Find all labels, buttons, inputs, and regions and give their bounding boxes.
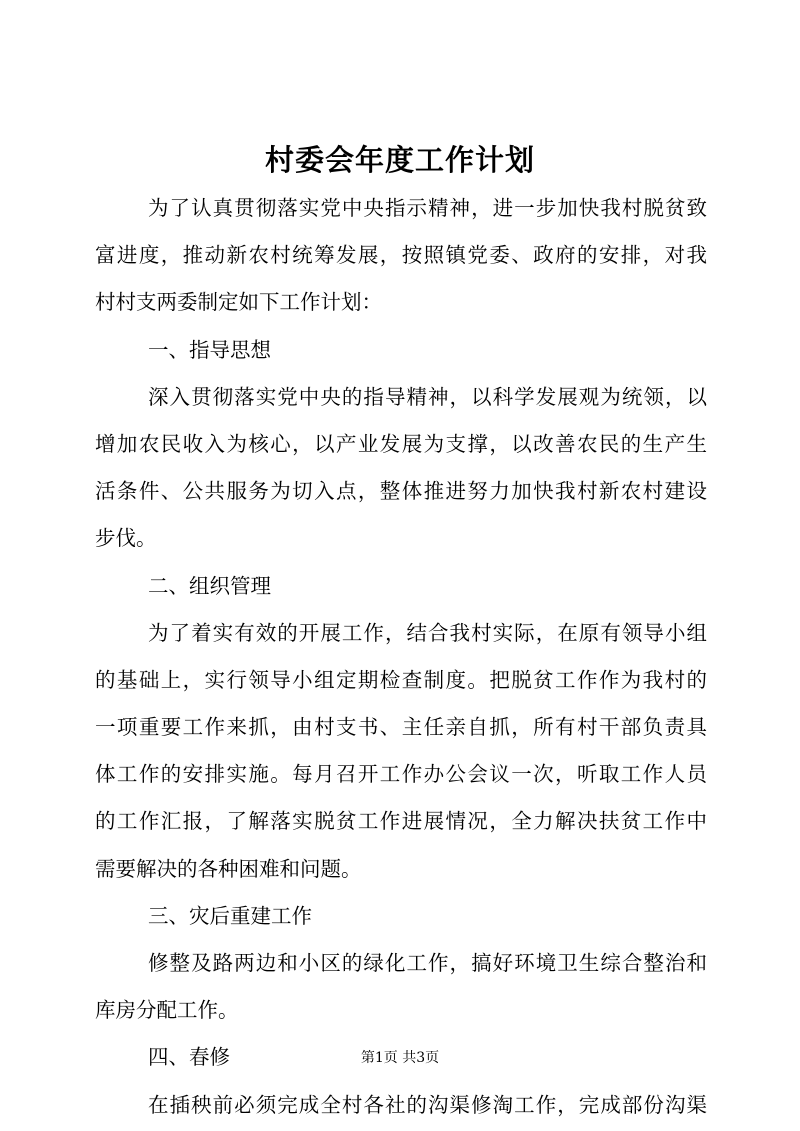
paragraph-line: 在插秧前必须完成全村各社的沟渠修淘工作，完成部份沟渠 bbox=[148, 1092, 707, 1117]
paragraph-line: 需要解决的各种困难和问题。 bbox=[95, 856, 362, 881]
section-heading: 一、指导思想 bbox=[148, 337, 271, 362]
section-heading: 四、春修 bbox=[148, 1045, 230, 1070]
paragraph-line: 步伐。 bbox=[95, 526, 157, 551]
section-heading: 二、组织管理 bbox=[148, 573, 271, 598]
paragraph-line: 修整及路两边和小区的绿化工作，搞好环境卫生综合整治和 bbox=[148, 951, 707, 975]
document-body bbox=[95, 185, 707, 1129]
paragraph-line: 活条件、公共服务为切入点，整体推进努力加快我村新农村建设 bbox=[95, 479, 707, 504]
document-title: 村委会年度工作计划 bbox=[264, 143, 535, 177]
paragraph-line: 村村支两委制定如下工作计划： bbox=[95, 290, 382, 315]
paragraph-line: 的工作汇报，了解落实脱贫工作进展情况，全力解决扶贫工作中 bbox=[95, 809, 707, 834]
paragraph-line: 增加农民收入为核心，以产业发展为支撑，以改善农民的生产生 bbox=[95, 431, 707, 456]
paragraph-line: 为了着实有效的开展工作，结合我村实际，在原有领导小组 bbox=[148, 620, 707, 645]
page-footer: 第1页 共3页 bbox=[360, 1050, 440, 1066]
paragraph-line: 富进度，推动新农村统筹发展，按照镇党委、政府的安排，对我 bbox=[95, 243, 707, 268]
paragraph-line: 为了认真贯彻落实党中央指示精神，进一步加快我村脱贫致 bbox=[148, 196, 707, 220]
section-heading: 三、灾后重建工作 bbox=[148, 903, 312, 928]
paragraph-line: 库房分配工作。 bbox=[95, 998, 239, 1023]
paragraph-line: 体工作的安排实施。每月召开工作办公会议一次，听取工作人员 bbox=[95, 762, 707, 787]
paragraph-line: 深入贯彻落实党中央的指导精神，以科学发展观为统领，以 bbox=[148, 384, 707, 409]
paragraph-line: 一项重要工作来抓，由村支书、主任亲自抓，所有村干部负责具 bbox=[95, 715, 707, 740]
paragraph-line: 的基础上，实行领导小组定期检查制度。把脱贫工作作为我村的 bbox=[95, 667, 707, 692]
